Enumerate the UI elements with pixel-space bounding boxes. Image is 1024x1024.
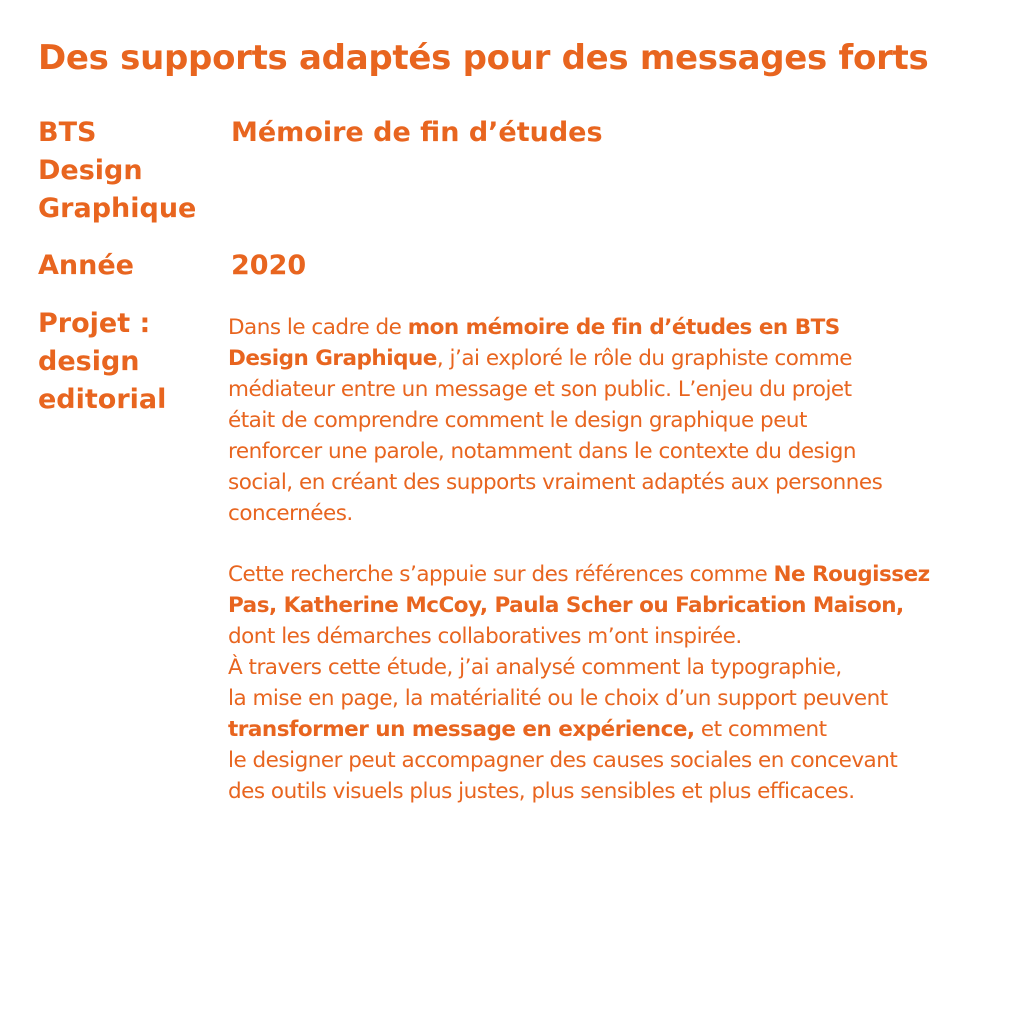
projet-label-line: Projet : bbox=[38, 308, 151, 339]
paragraph-line: était de comprendre comment le design graphique peut bbox=[228, 408, 807, 433]
paragraph-line: À travers cette étude, j’ai analysé comment la typographie, bbox=[228, 655, 842, 680]
paragraph-line: des outils visuels plus justes, plus sensibles et plus efficaces. bbox=[228, 779, 855, 804]
formation-label bbox=[38, 114, 196, 228]
paragraph-line: concernées. bbox=[228, 501, 353, 526]
paragraph-emphasis: Design Graphique bbox=[228, 346, 437, 371]
formation-value: Mémoire de fin d’études bbox=[231, 117, 603, 148]
paragraph-line bbox=[228, 714, 988, 745]
projet-label-line: editorial bbox=[38, 384, 167, 415]
project-description-paragraph-2 bbox=[228, 559, 988, 807]
paragraph-text: Dans le cadre de bbox=[228, 315, 408, 340]
projet-label-line: design bbox=[38, 346, 140, 377]
paragraph-line: dont les démarches collaboratives m’ont inspirée. bbox=[228, 624, 742, 649]
project-description-paragraph-1 bbox=[228, 312, 988, 529]
paragraph-text: et comment bbox=[694, 717, 827, 742]
paragraph-line bbox=[228, 343, 988, 374]
formation-label-line: BTS bbox=[38, 117, 97, 148]
paragraph-emphasis: Ne Rougissez bbox=[773, 562, 930, 587]
formation-label-line: Graphique bbox=[38, 193, 197, 224]
paragraph-text: , j’ai exploré le rôle du graphiste comme bbox=[436, 346, 853, 371]
paragraph-line bbox=[228, 559, 988, 590]
paragraph-line: social, en créant des supports vraiment adaptés aux personnes bbox=[228, 470, 883, 495]
paragraph-line: médiateur entre un message et son public. L’enjeu du projet bbox=[228, 377, 852, 402]
paragraph-line bbox=[228, 590, 988, 621]
formation-label-line: Design bbox=[38, 155, 143, 186]
paragraph-emphasis: mon mémoire de fin d’études en BTS bbox=[407, 315, 840, 340]
paragraph-emphasis: Pas, Katherine McCoy, Paula Scher ou Fabrication Maison, bbox=[228, 593, 904, 618]
page-title: Des supports adaptés pour des messages forts bbox=[38, 38, 929, 78]
annee-value: 2020 bbox=[231, 250, 307, 281]
paragraph-text: Cette recherche s’appuie sur des références comme bbox=[228, 562, 774, 587]
paragraph-emphasis: transformer un message en expérience, bbox=[228, 717, 695, 742]
projet-label bbox=[38, 305, 166, 419]
annee-label: Année bbox=[38, 250, 134, 281]
paragraph-line: la mise en page, la matérialité ou le choix d’un support peuvent bbox=[228, 686, 888, 711]
paragraph-line: le designer peut accompagner des causes sociales en concevant bbox=[228, 748, 898, 773]
paragraph-line bbox=[228, 312, 988, 343]
paragraph-line: renforcer une parole, notamment dans le contexte du design bbox=[228, 439, 856, 464]
